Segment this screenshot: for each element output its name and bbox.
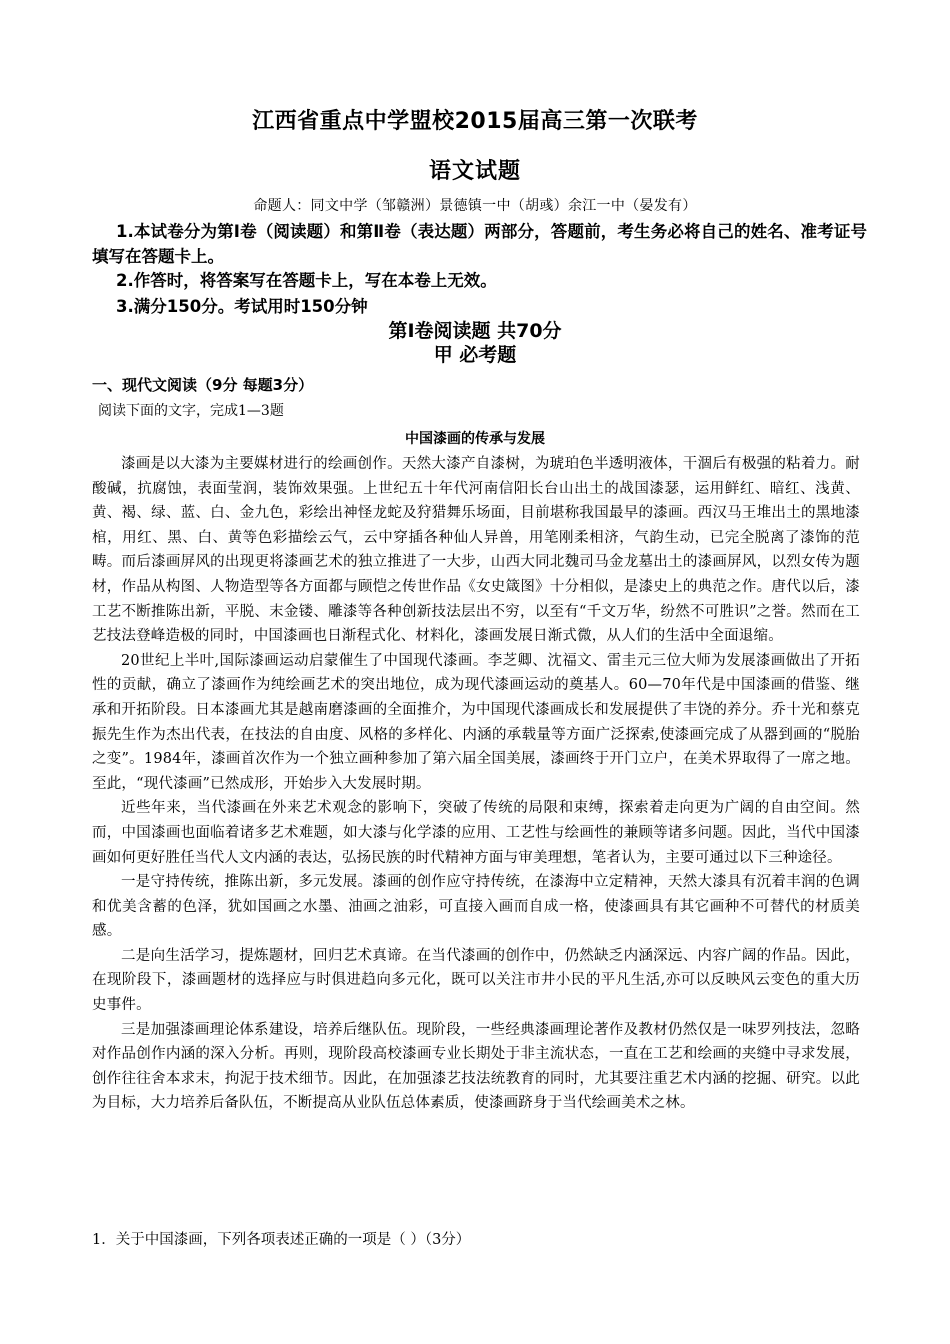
article-paragraph: 漆画是以大漆为主要媒材进行的绘画创作。天然大漆产自漆树，为琥珀色半透明液体，干涸后有极强的粘着力。耐酸碱，抗腐蚀，表面莹润，装饰效果强。上世纪五十年代河南信阳长台山出土的战国漆瑟，运用鲜红、暗红、浅黄、黄、褐、绿、蓝、白、金九色，彩绘出神怪龙蛇及狩猎舞乐场面，目前堪称我国最早的漆画。西汉马王堆出土的黑地漆棺，用红、黑、白、黄等色彩描绘云气，云中穿插各种仙人异兽，用笔刚柔相济，气韵生动，已完全脱离了漆饰的范畴。而后漆画屏风的出现更将漆画艺术的独立推进了一大步，山西大同北魏司马金龙墓出土的漆画屏风，以烈女传为题材，作品从构图、人物造型等各方面都与顾恺之传世作品《女史箴图》十分相似，是漆史上的典范之作。唐代以后，漆工艺不断推陈出新，平脱、末金镂、雕漆等各种创新技法层出不穷，以至有“千文万华，纷然不可胜识”之誉。然而在工艺技法登峰造极的同时，中国漆画也日渐程式化、材料化，漆画发展日渐式微，从人们的生活中全面退缩。 (92, 456, 860, 645)
article-paragraph: 近些年来，当代漆画在外来艺术观念的影响下，突破了传统的局限和束缚，探索着走向更为广阔的自由空间。然而，中国漆画也面临着诸多艺术难题，如大漆与化学漆的应用、工艺性与绘画性的兼顾等诸多问题。因此，当代中国漆画如何更好胜任当代人文内涵的表达，弘扬民族的时代精神方面与审美理想，笔者认为，主要可通过以下三种途径。 (92, 800, 860, 866)
notice-1: 1.本试卷分为第Ⅰ卷（阅读题）和第Ⅱ卷（表达题）两部分，答题前，考生务必将自己的姓名、准考证号填写在答题卡上。 (92, 222, 867, 266)
question-setters: 命题人：同文中学（邹赣洲）景德镇一中（胡彧）余江一中（晏发有） (253, 198, 697, 214)
notice-3: 3.满分150分。考试用时150分钟 (116, 297, 368, 316)
notice-2: 2.作答时，将答案写在答题卡上，写在本卷上无效。 (116, 271, 497, 290)
article-body (92, 452, 860, 1116)
article-paragraph: 20世纪上半叶,国际漆画运动启蒙催生了中国现代漆画。李芝卿、沈福文、雷圭元三位大师为发展漆画做出了开拓性的贡献，确立了漆画作为纯绘画艺术的突出地位，成为现代漆画运动的奠基人。60—70年代是中国漆画的借鉴、继承和开拓阶段。日本漆画尤其是越南磨漆画的全面推介，为中国现代漆画成长和发展提供了丰饶的养分。乔十光和蔡克振先生作为杰出代表，在技法的自由度、风格的多样化、内涵的承载量等方面广泛探索,使漆画完成了从器到画的“脱胎之变”。1984年，漆画首次作为一个独立画种参加了第六届全国美展，漆画终于开门立户，在美术界取得了一席之地。至此，“现代漆画”已然成形，开始步入大发展时期。 (92, 652, 860, 792)
article-paragraph: 三是加强漆画理论体系建设，培养后继队伍。现阶段，一些经典漆画理论著作及教材仍然仅是一味罗列技法，忽略对作品创作内涵的深入分析。再则，现阶段高校漆画专业长期处于非主流状态，一直在工艺和绘画的夹缝中寻求发展，创作往往舍本求末，拘泥于技术细节。因此，在加强漆艺技法统教育的同时，尤其要注重艺术内涵的挖掘、研究。以此为目标，大力培养后备队伍，不断提高从业队伍总体素质，使漆画跻身于当代绘画美术之林。 (92, 1021, 860, 1112)
article-paragraph: 一是守持传统，推陈出新，多元发展。漆画的创作应守持传统，在漆海中立定精神，天然大漆具有沉着丰润的色调和优美含蓄的色泽，犹如国画之水墨、油画之油彩，可直接入画而自成一格，使漆画具有其它画种不可替代的材质美感。 (92, 874, 860, 940)
question-group-heading: 一、现代文阅读（9分 每题3分） (92, 376, 314, 394)
reading-instruction: 阅读下面的文字，完成1—3题 (98, 403, 284, 419)
section-subtitle: 甲 必考题 (433, 344, 517, 366)
article-paragraph: 二是向生活学习，提炼题材，回归艺术真谛。在当代漆画的创作中，仍然缺乏内涵深远、内容广阔的作品。因此，在现阶段下，漆画题材的选择应与时俱进趋向多元化，既可以关注市井小民的平凡生活,亦可以反映风云变色的重大历史事件。 (92, 947, 860, 1014)
section-title: 第Ⅰ卷阅读题 共70分 (388, 320, 562, 342)
question-1: 1．关于中国漆画，下列各项表述正确的一项是（ ）（3分） (92, 1232, 471, 1248)
exam-subject: 语文试题 (428, 159, 521, 184)
article-title: 中国漆画的传承与发展 (405, 431, 545, 447)
exam-title: 江西省重点中学盟校2015届高三第一次联考 (252, 109, 698, 134)
